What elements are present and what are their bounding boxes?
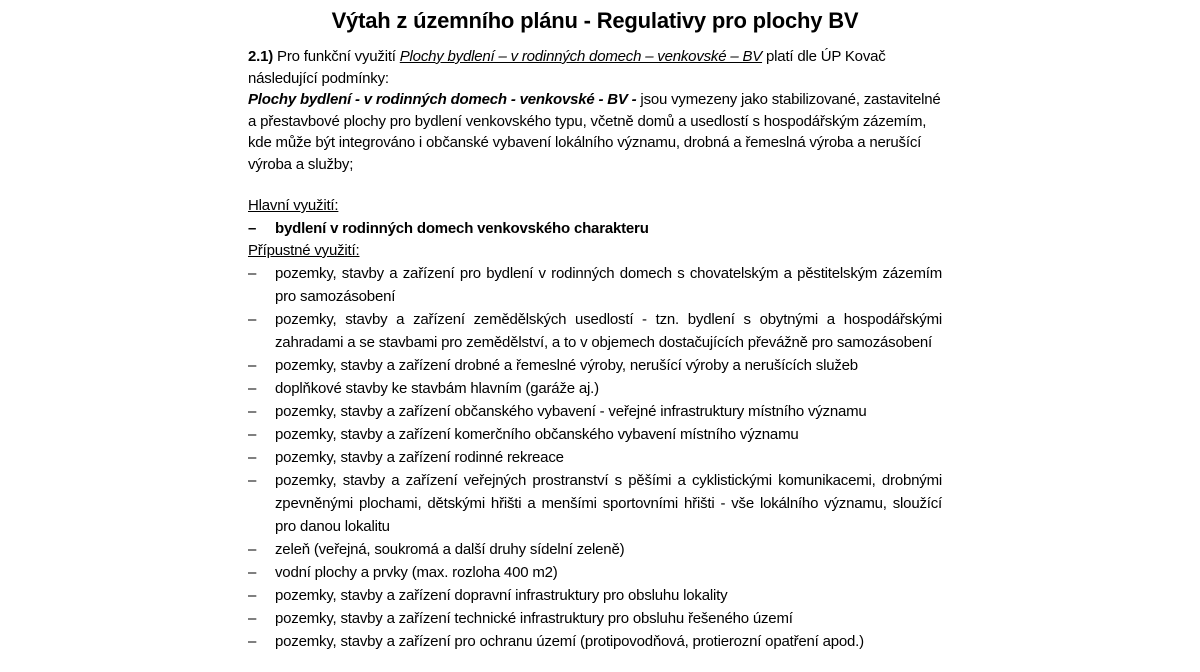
dash-bullet-icon: –: [248, 541, 257, 558]
list-item-text: pozemky, stavby a zařízení zemědělských usedlostí - tzn. bydlení s obytnými a hospodářskými zahradami a se stavbami pro zemědělství, a to v objemech dostačujících převážně pro samozásobení: [275, 311, 942, 351]
intro-text-pre: Pro funkční využití: [273, 48, 400, 65]
dash-bullet-icon: –: [248, 426, 257, 443]
list-item-text: pozemky, stavby a zařízení veřejných prostranství s pěšími a cyklistickými komunikacemi, drobnými zpevněnými plochami, dětskými hřišti a menšími sportovními hřišti - vše lokálního významu, sloužící pro danou lokalitu: [275, 472, 942, 535]
list-item: [248, 630, 942, 653]
dash-bullet-icon: –: [248, 610, 257, 627]
list-item: [248, 262, 942, 308]
list-item-text: doplňkové stavby ke stavbám hlavním (garáže aj.): [275, 380, 599, 397]
dash-bullet-icon: –: [248, 357, 257, 374]
intro-text-post: platí dle ÚP Kovač následující podmínky:: [248, 48, 886, 87]
document-content: [248, 0, 942, 653]
definition-paragraph: [248, 89, 942, 175]
list-item-text: pozemky, stavby a zařízení občanského vybavení - veřejné infrastruktury místního významu: [275, 403, 867, 420]
dash-bullet-icon: –: [248, 380, 257, 397]
list-item-text: pozemky, stavby a zařízení technické infrastruktury pro obsluhu řešeného území: [275, 610, 793, 627]
dash-bullet-icon: –: [248, 220, 257, 237]
dash-bullet-icon: –: [248, 587, 257, 604]
list-item: [248, 377, 942, 400]
list-item-text: pozemky, stavby a zařízení rodinné rekreace: [275, 449, 564, 466]
section-heading: Hlavní využití:: [248, 197, 339, 214]
list-item-text: vodní plochy a prvky (max. rozloha 400 m2): [275, 564, 558, 581]
list-item: [248, 423, 942, 446]
dash-bullet-icon: –: [248, 449, 257, 466]
list-item: [248, 217, 942, 240]
dash-bullet-icon: –: [248, 265, 257, 282]
sections-container: [248, 195, 942, 653]
list-item: [248, 354, 942, 377]
dash-bullet-icon: –: [248, 472, 257, 489]
page-title: Výtah z územního plánu - Regulativy pro plochy BV: [331, 8, 859, 33]
dash-bullet-icon: –: [248, 564, 257, 581]
intro-emphasis: Plochy bydlení – v rodinných domech – venkovské – BV: [399, 48, 763, 65]
clause-number: 2.1): [248, 48, 274, 65]
dash-bullet-icon: –: [248, 311, 257, 328]
list-item-text: bydlení v rodinných domech venkovského charakteru: [275, 220, 649, 237]
list-item: [248, 584, 942, 607]
list-item: [248, 400, 942, 423]
list-item: [248, 446, 942, 469]
definition-body: jsou vymezeny jako stabilizované, zastavitelné a přestavbové plochy pro bydlení venkovského typu, včetně domů a usedlostí s hospodářským zázemím, kde může být integrováno i občanské vybavení lokálního významu, drobná a řemeslná výroba a nerušící výroba a služby;: [248, 91, 941, 173]
list-item-text: pozemky, stavby a zařízení pro ochranu území (protipovodňová, protierozní opatření apod.): [275, 633, 864, 650]
intro-paragraph: [248, 46, 942, 89]
definition-lead: Plochy bydlení - v rodinných domech - venkovské - BV -: [248, 91, 637, 108]
list-item: [248, 469, 942, 538]
list-item-text: pozemky, stavby a zařízení dopravní infrastruktury pro obsluhu lokality: [275, 587, 728, 604]
dash-bullet-icon: –: [248, 633, 257, 650]
list-item: [248, 561, 942, 584]
list-item-text: pozemky, stavby a zařízení drobné a řemeslné výroby, nerušící výroby a nerušících služeb: [275, 357, 858, 374]
list-item-text: pozemky, stavby a zařízení pro bydlení v rodinných domech s chovatelským a pěstitelským zázemím pro samozásobení: [275, 265, 942, 305]
list-item: [248, 607, 942, 630]
dash-bullet-icon: –: [248, 403, 257, 420]
list-item: [248, 538, 942, 561]
list-item-text: zeleň (veřejná, soukromá a další druhy sídelní zeleně): [275, 541, 625, 558]
list-item-text: pozemky, stavby a zařízení komerčního občanského vybavení místního významu: [275, 426, 799, 443]
list-item: [248, 308, 942, 354]
section-heading: Přípustné využití:: [248, 242, 360, 259]
blank-line: [248, 175, 942, 195]
